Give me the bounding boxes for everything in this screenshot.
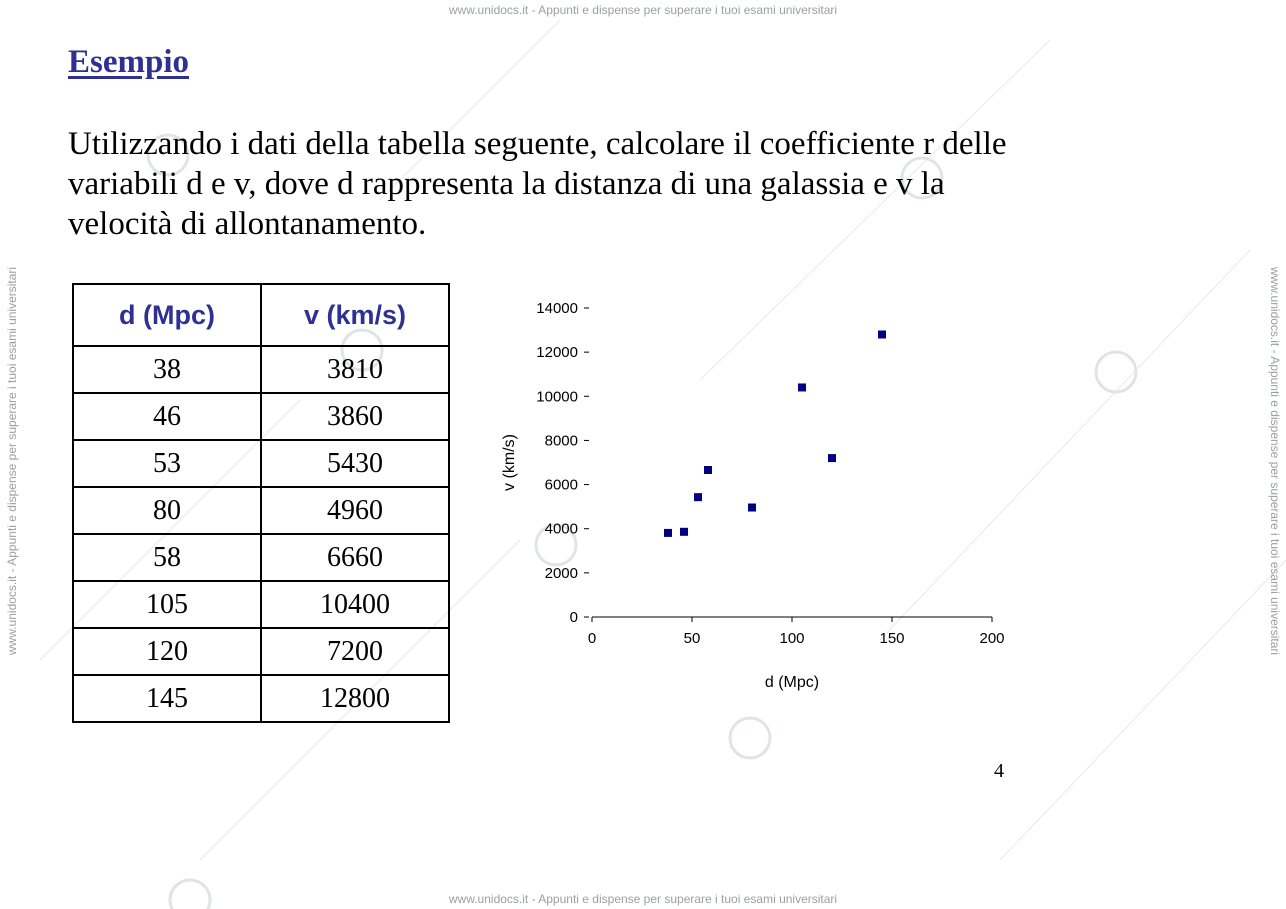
data-point: [748, 504, 756, 512]
chart-axes: [536, 300, 1004, 647]
cell-d: 80: [73, 487, 261, 534]
scatter-chart: [490, 290, 1030, 710]
cell-d: 38: [73, 346, 261, 393]
cell-v: 3860: [261, 393, 449, 440]
header-v: v (km/s): [261, 284, 449, 346]
x-tick-label: 150: [879, 630, 905, 647]
x-tick-label: 0: [587, 630, 597, 647]
y-tick-label: 14000: [536, 300, 578, 317]
chart-x-axis-label: d (Mpc): [764, 674, 820, 691]
data-point: [694, 493, 702, 501]
chart-points: [664, 330, 886, 536]
data-point: [704, 466, 712, 474]
x-tick-label: 50: [683, 630, 701, 647]
cell-d: 46: [73, 393, 261, 440]
cell-d: 53: [73, 440, 261, 487]
slide-paragraph: Utilizzando i dati della tabella seguente, calcolare il coefficiente r delle variabili d e v, dove d rappresenta la distanza di una galassia e v la velocità di allontanamento.: [68, 126, 1007, 242]
table-row: [73, 534, 449, 581]
cell-d: 120: [73, 628, 261, 675]
x-tick-label: 100: [779, 630, 805, 647]
y-tick-label: 6000: [544, 476, 578, 494]
chart-y-axis-label: v (km/s): [501, 434, 518, 491]
table-row: [73, 440, 449, 487]
table-row: [73, 581, 449, 628]
cell-v: 12800: [261, 675, 449, 722]
y-tick-label: 10000: [536, 388, 578, 406]
data-table: [72, 283, 450, 723]
cell-v: 5430: [261, 440, 449, 487]
table-row: [73, 346, 449, 393]
cell-v: 3810: [261, 346, 449, 393]
watermark-left: www.unidocs.it - Appunti e dispense per superare i tuoi esami universitari: [5, 266, 19, 656]
cell-d: 145: [73, 675, 261, 722]
data-point: [798, 383, 806, 391]
watermark-bottom: www.unidocs.it - Appunti e dispense per superare i tuoi esami universitari: [448, 892, 838, 906]
watermark-right: www.unidocs.it - Appunti e dispense per superare i tuoi esami universitari: [1268, 266, 1282, 656]
table-row: [73, 487, 449, 534]
cell-v: 7200: [261, 628, 449, 675]
y-tick-label: 4000: [544, 520, 578, 538]
table-row: [73, 393, 449, 440]
y-tick-label: 12000: [536, 344, 578, 362]
watermark-top: www.unidocs.it - Appunti e dispense per superare i tuoi esami universitari: [448, 3, 838, 17]
data-point: [680, 528, 688, 536]
data-point: [828, 454, 836, 462]
y-tick-label: 8000: [544, 432, 578, 450]
y-tick-label: 0: [569, 609, 578, 626]
table-row: [73, 628, 449, 675]
page-number: 4: [994, 760, 1004, 782]
cell-v: 10400: [261, 581, 449, 628]
data-point: [664, 529, 672, 537]
x-tick-label: 200: [979, 630, 1005, 647]
table-row: [73, 675, 449, 722]
slide-title: Esempio: [68, 44, 190, 80]
cell-v: 4960: [261, 487, 449, 534]
header-d: d (Mpc): [73, 284, 261, 346]
cell-d: 58: [73, 534, 261, 581]
y-tick-label: 2000: [544, 564, 578, 582]
cell-v: 6660: [261, 534, 449, 581]
table-header-row: [73, 284, 449, 346]
cell-d: 105: [73, 581, 261, 628]
data-point: [878, 330, 886, 338]
